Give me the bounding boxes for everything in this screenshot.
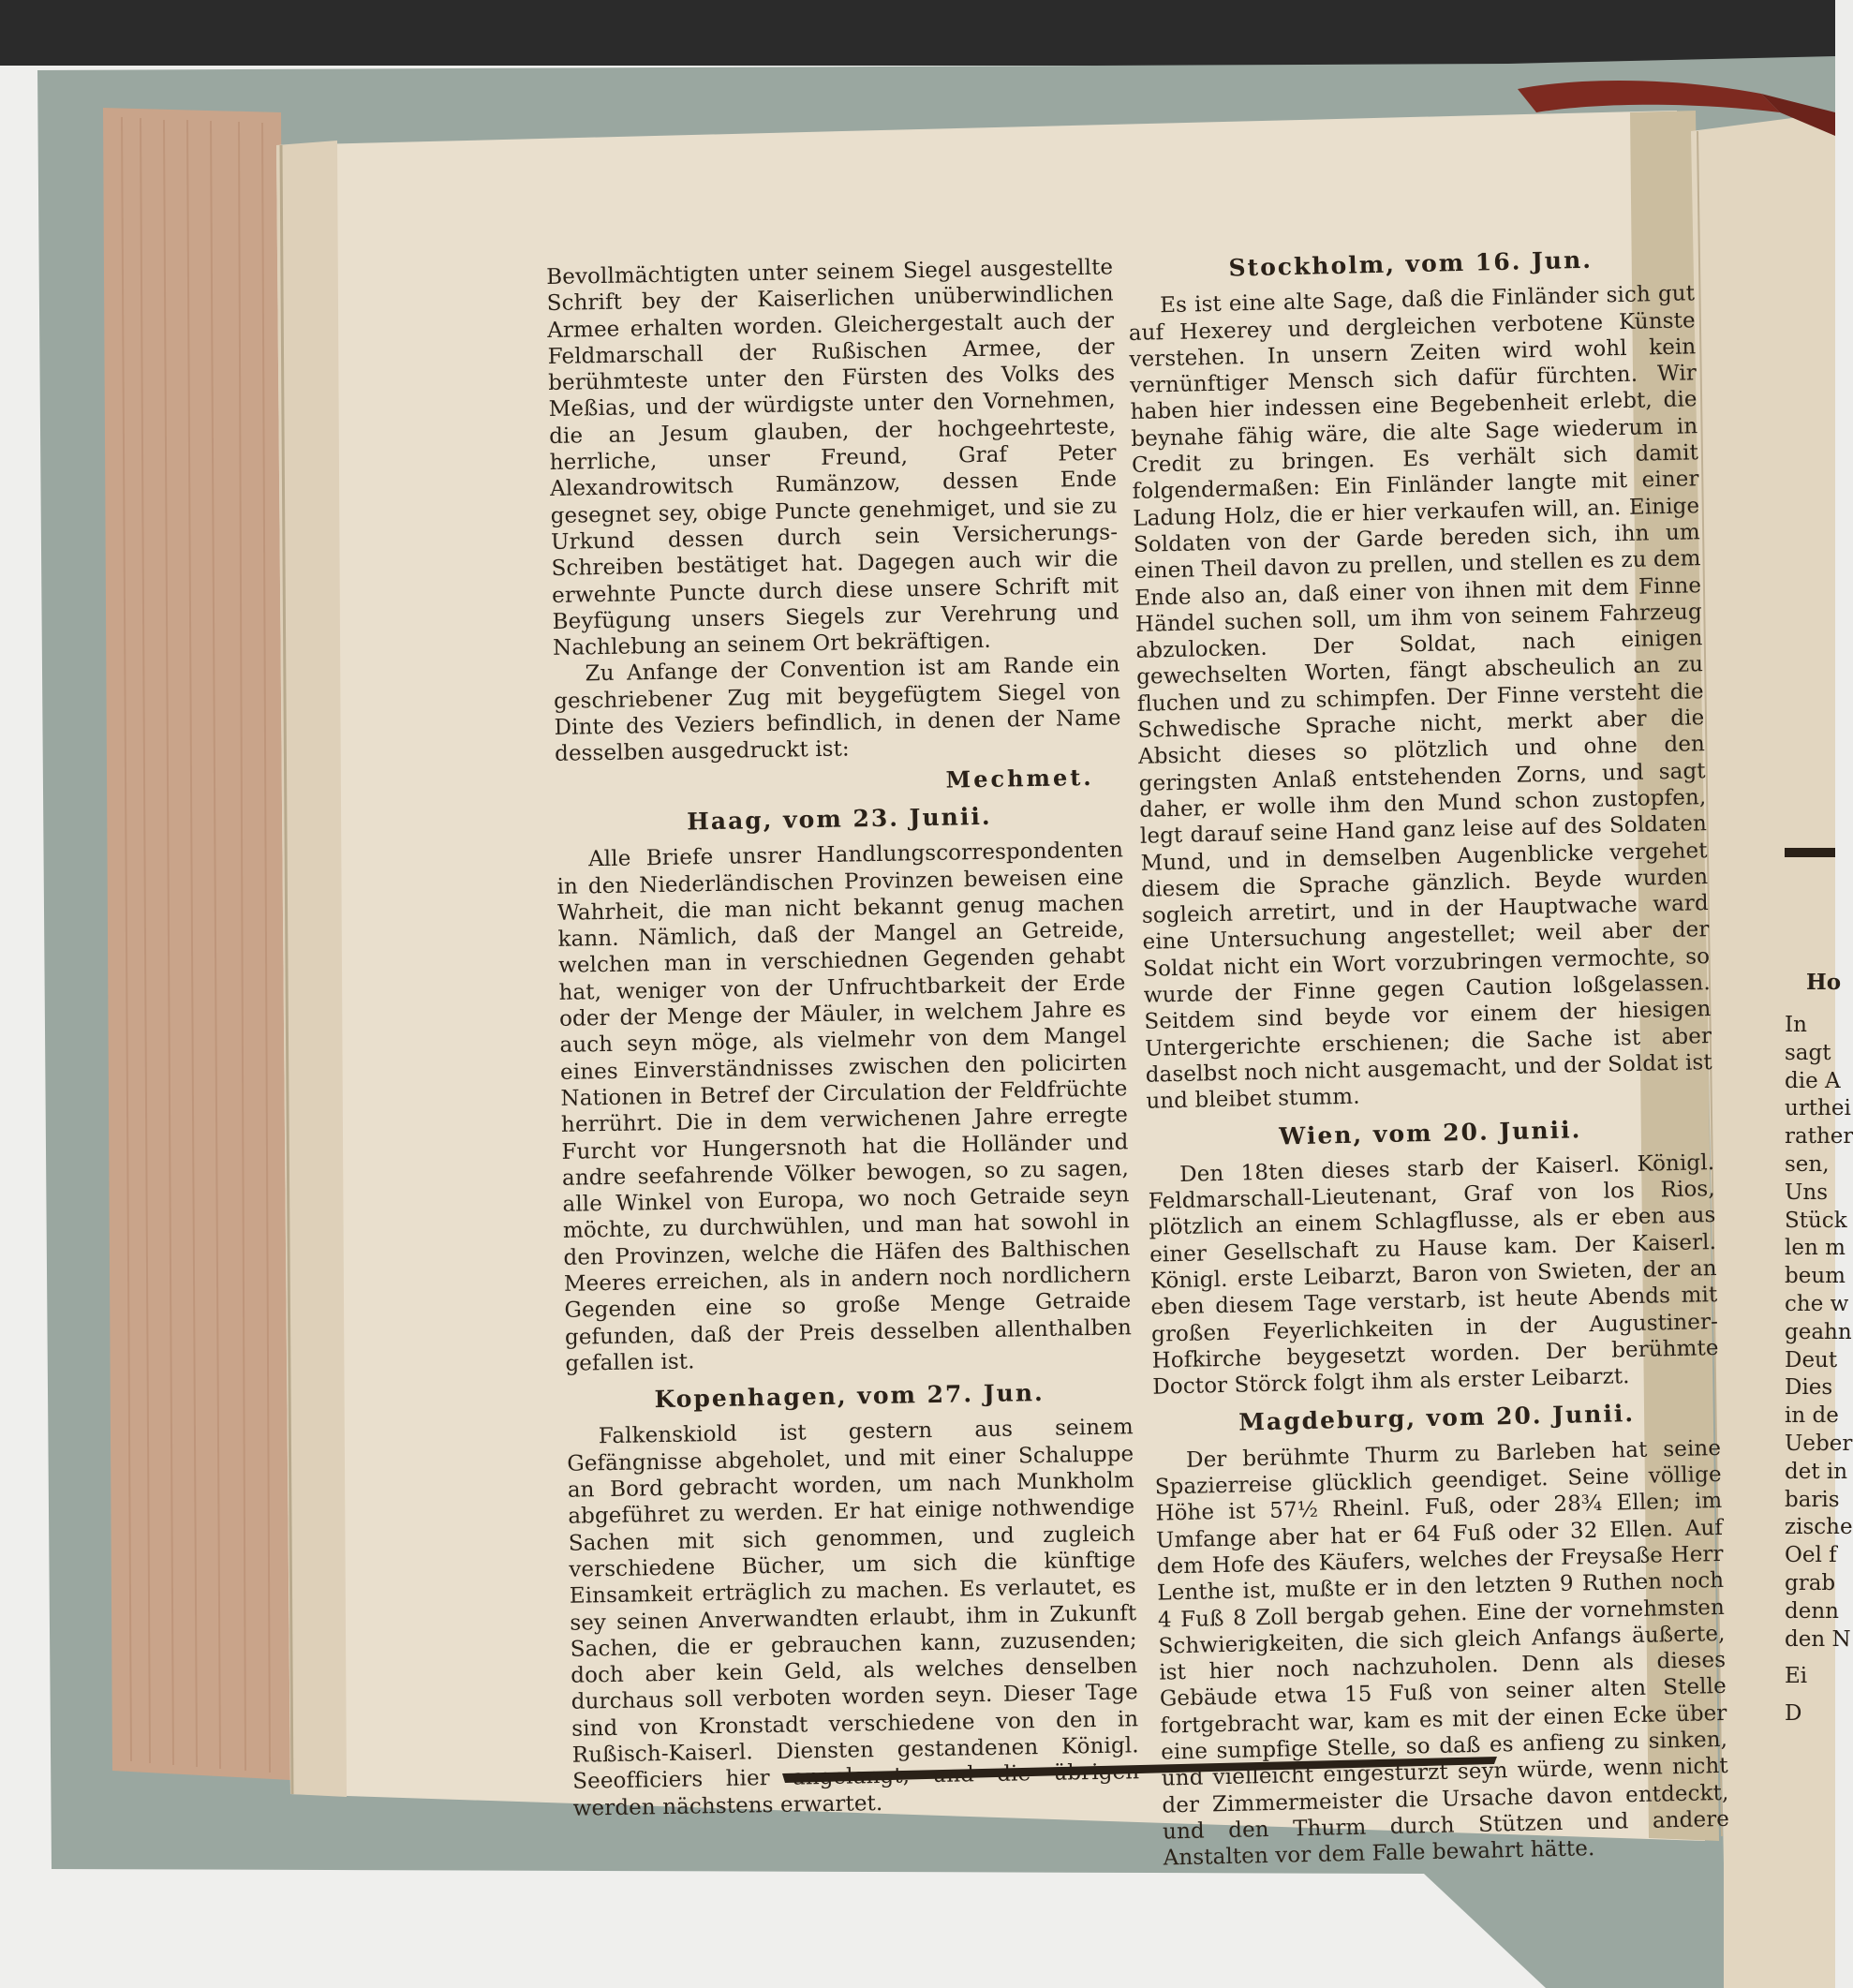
wien-heading: Wien, vom 20. Junii.: [1278, 1115, 1582, 1150]
fragment-line: In: [1785, 1013, 1807, 1037]
next-page-fragments: [1785, 1012, 1853, 1728]
stockholm-heading: Stockholm, vom 16. Jun.: [1228, 245, 1594, 282]
fragment-line: Uns: [1785, 1179, 1828, 1205]
kopenhagen-heading: Kopenhagen, vom 27. Jun.: [654, 1379, 1045, 1414]
fragment-line: geahn: [1785, 1319, 1852, 1344]
fragment-line: grab: [1785, 1570, 1836, 1595]
fragment-line: Oel f: [1785, 1543, 1837, 1568]
fragment-line: sagt: [1785, 1040, 1831, 1065]
fragment-line: urthei: [1785, 1096, 1851, 1121]
fragment-line: Stück: [1785, 1208, 1847, 1233]
fragment-line: in de: [1785, 1403, 1839, 1429]
left-column: [546, 254, 1140, 1821]
signature: Mechmet.: [945, 763, 1094, 794]
next-page-heading-fragment: Ho: [1806, 970, 1842, 995]
fragment-line: Deut: [1785, 1347, 1838, 1372]
fragment-line: beum: [1785, 1264, 1846, 1289]
fragment-line: che w: [1785, 1291, 1849, 1316]
right-column: [1127, 245, 1730, 1872]
fragment-line: len m: [1785, 1236, 1846, 1261]
fragment-line: rather: [1785, 1124, 1853, 1150]
kopenhagen-article: Falkenskiold ist gestern aus seinem Gefängnisse abgeholet, und mit einer Schaluppe an Bord gebracht worden, um nach Munkholm abgeführet zu werden. Er hat einige nothwendige Sachen mit sich genommen, und zugleich verschiedene Bücher, um sich die künftige Einsamkeit erträglich zu machen. Es verlautet, es sey seinen Anverwandten erlaubt, ihm in Zukunft Sachen, die er gebrauchen kann, zuzusenden; doch aber kein Geld, als welches denselben durchaus soll verboten worden seyn. Dieser Tage sind von Kronstadt verschiedene von den in Rußisch-Kaiserl. Diensten gestandenen Königl. Seeofficiers hier angelangt, und die übrigen werden nächstens erwartet.: [567, 1415, 1140, 1821]
fragment-line: die A: [1785, 1068, 1841, 1093]
fragment-line: D: [1785, 1701, 1802, 1727]
wien-article: Den 18ten dieses starb der Kaiserl. Königl. Feldmarschall-Lieutenant, Graf von los Rios, plötzlich an einem Schlagflusse, als er eben aus einer Gesellschaft zu Hause kam. Der Kaiserl. Königl. erste Leibarzt, Baron von Swieten, der an eben diesem Tage verstarb, ist heute Abends mit großen Feyerlichkeiten in der Augustiner-Hofkirche beygesetzt worden. Der berühmte Doctor Störck folgt ihm als erster Leibarzt.: [1148, 1150, 1719, 1400]
fragment-line: det in: [1785, 1459, 1848, 1484]
fragment-line: baris: [1785, 1487, 1840, 1512]
magdeburg-article: Der berühmte Thurm zu Barleben hat seine Spazierreise glücklich geendiget. Seine völlige Höhe ist 57½ Rheinl. Fuß, oder 28¾ Ellen; im Umfange aber hat er 64 Fuß oder 32 Ellen. Auf dem Hofe des Käufers, welches der Freysaße Herr Lenthe ist, mußte er in den letzten 9 Ruthen noch 4 Fuß 8 Zoll bergab gehen. Eine der vornehmsten Schwierigkeiten, die sich gleich Anfangs äußerte, ist hier noch nachzuholen. Denn als dieses Gebäude etwa 15 Fuß von seiner alten Stelle fortgebracht war, kam es mit der einen Ecke über eine sumpfige Stelle, so daß es anfieng zu sinken, und vielleicht eingestürzt seyn würde, wenn nicht der Zimmermeister die Ursache davon entdeckt, und den Thurm durch Stützen und andere Anstalten vor dem Falle bewahrt hätte.: [1154, 1435, 1730, 1871]
fragment-line: denn: [1785, 1598, 1839, 1624]
haag-article: Alle Briefe unsrer Handlungscorrespondenten in den Niederländischen Provinzen beweisen eine Wahrheit, die man nicht bekannt genug machen kann. Nämlich, daß der Mangel an Getreide, welchen man in verschiednen Gegenden gehabt hat, weniger von der Unfruchtbarkeit der Erde oder der Menge der Mäuler, in welchem Jahre es auch seyn möge, als vielmehr von dem Mangel eines Einverständnisses zwischen den policirten Nationen in Betref der Circulation der Feldfrüchte herrührt. Die in dem verwichenen Jahre erregte Furcht vor Hungersnoth hat die Holländer und andre seefahrende Völker bewogen, so zu sagen, alle Winkel von Europa, wo noch Getraide seyn möchte, zu durchwühlen, und man hat sowohl in den Provinzen, welche die Häfen des Balthischen Meeres erreichen, als in andern noch nordlichern Gegenden eine so große Menge Getraide gefunden, daß der Preis desselben allenthalben gefallen ist.: [556, 838, 1133, 1376]
magdeburg-heading: Magdeburg, vom 20. Junii.: [1238, 1400, 1636, 1437]
intro-paragraph: Bevollmächtigten unter seinem Siegel ausgestellte Schrift bey der Kaiserlichen unüberwindlichen Armee erhalten worden. Gleichergestalt auch der Feldmarschall der Rußischen Armee, der berühmteste unter den Fürsten des Volks des Meßias, und der würdigste unter den Vornehmen, die an Jesum glauben, der hochgeehrteste, herrliche, unser Freund, Graf Peter Alexandrowitsch Rumänzow, dessen Ende gesegnet sey, obige Puncte genehmiget, und sie zu Urkund dessen durch sein Versicherungs-Schreiben bestätiget hat. Dagegen auch wir die erwehnte Puncte durch diese unsere Schrift mit Beyfügung unsers Siegels zur Verehrung und Nachlebung an seinem Ort bekräftigen.: [546, 255, 1119, 661]
stockholm-article: Es ist eine alte Sage, daß die Finländer sich gut auf Hexerey und dergleichen verbotene Künste verstehen. In unsern Zeiten wird wohl kein vernünftiger Mensch sich dafür fürchten. Wir haben hier indessen eine Begebenheit erlebt, die beynahe fähig wäre, die alte Sage wiederum in Credit zu bringen. Es verhält sich damit folgendermaßen: Ein Finländer langte mit einer Ladung Holz, die er hier verkaufen will, an. Einige Soldaten von der Garde bereden sich, ihn um einen Theil davon zu prellen, und stellen es zu dem Ende also an, daß einer von ihnen mit dem Finne Händel suchen soll, um ihm von seinem Fahrzeug abzulocken. Der Soldat, nach einigen gewechselten Worten, fängt abscheulich an zu fluchen und zu schimpfen. Der Finne versteht die Schwedische Sprache nicht, merkt aber die Absicht dieses so plötzlich und ohne den geringsten Anlaß entstehenden Zorns, und sagt daher, er wolle ihm den Mund schon zustopfen, legt darauf seine Hand ganz leise auf des Soldaten Mund, und in demselben Augenblicke vergehet diesem die Sprache gänzlich. Beyde wurden sogleich arretirt, und in der Hauptwache ward eine Untersuchung angestellet; weil aber der Soldat nicht ein Wort vorzubringen vermochte, so wurde der Finne gegen Caution loßgelassen. Seitdem sind beyde vor einem der hiesigen Untergerichte erschienen; die Sache ist aber daselbst noch nicht ausgemacht, und der Soldat ist und bleibet stumm.: [1128, 281, 1712, 1114]
fragment-line: sen,: [1785, 1151, 1830, 1177]
convention-paragraph: Zu Anfange der Convention ist am Rande ein geschriebener Zug mit beygefügtem Siegel von Dinte des Veziers befindlich, in denen der Name desselben ausgedruckt ist:: [553, 652, 1121, 767]
fragment-line: zische: [1785, 1515, 1853, 1540]
fragment-line: den N: [1785, 1626, 1851, 1652]
fragment-line: Ei: [1785, 1664, 1808, 1689]
fragment-line: Dies: [1785, 1375, 1833, 1401]
haag-heading: Haag, vom 23. Junii.: [686, 802, 992, 836]
fragment-line: Ueber: [1785, 1431, 1853, 1456]
